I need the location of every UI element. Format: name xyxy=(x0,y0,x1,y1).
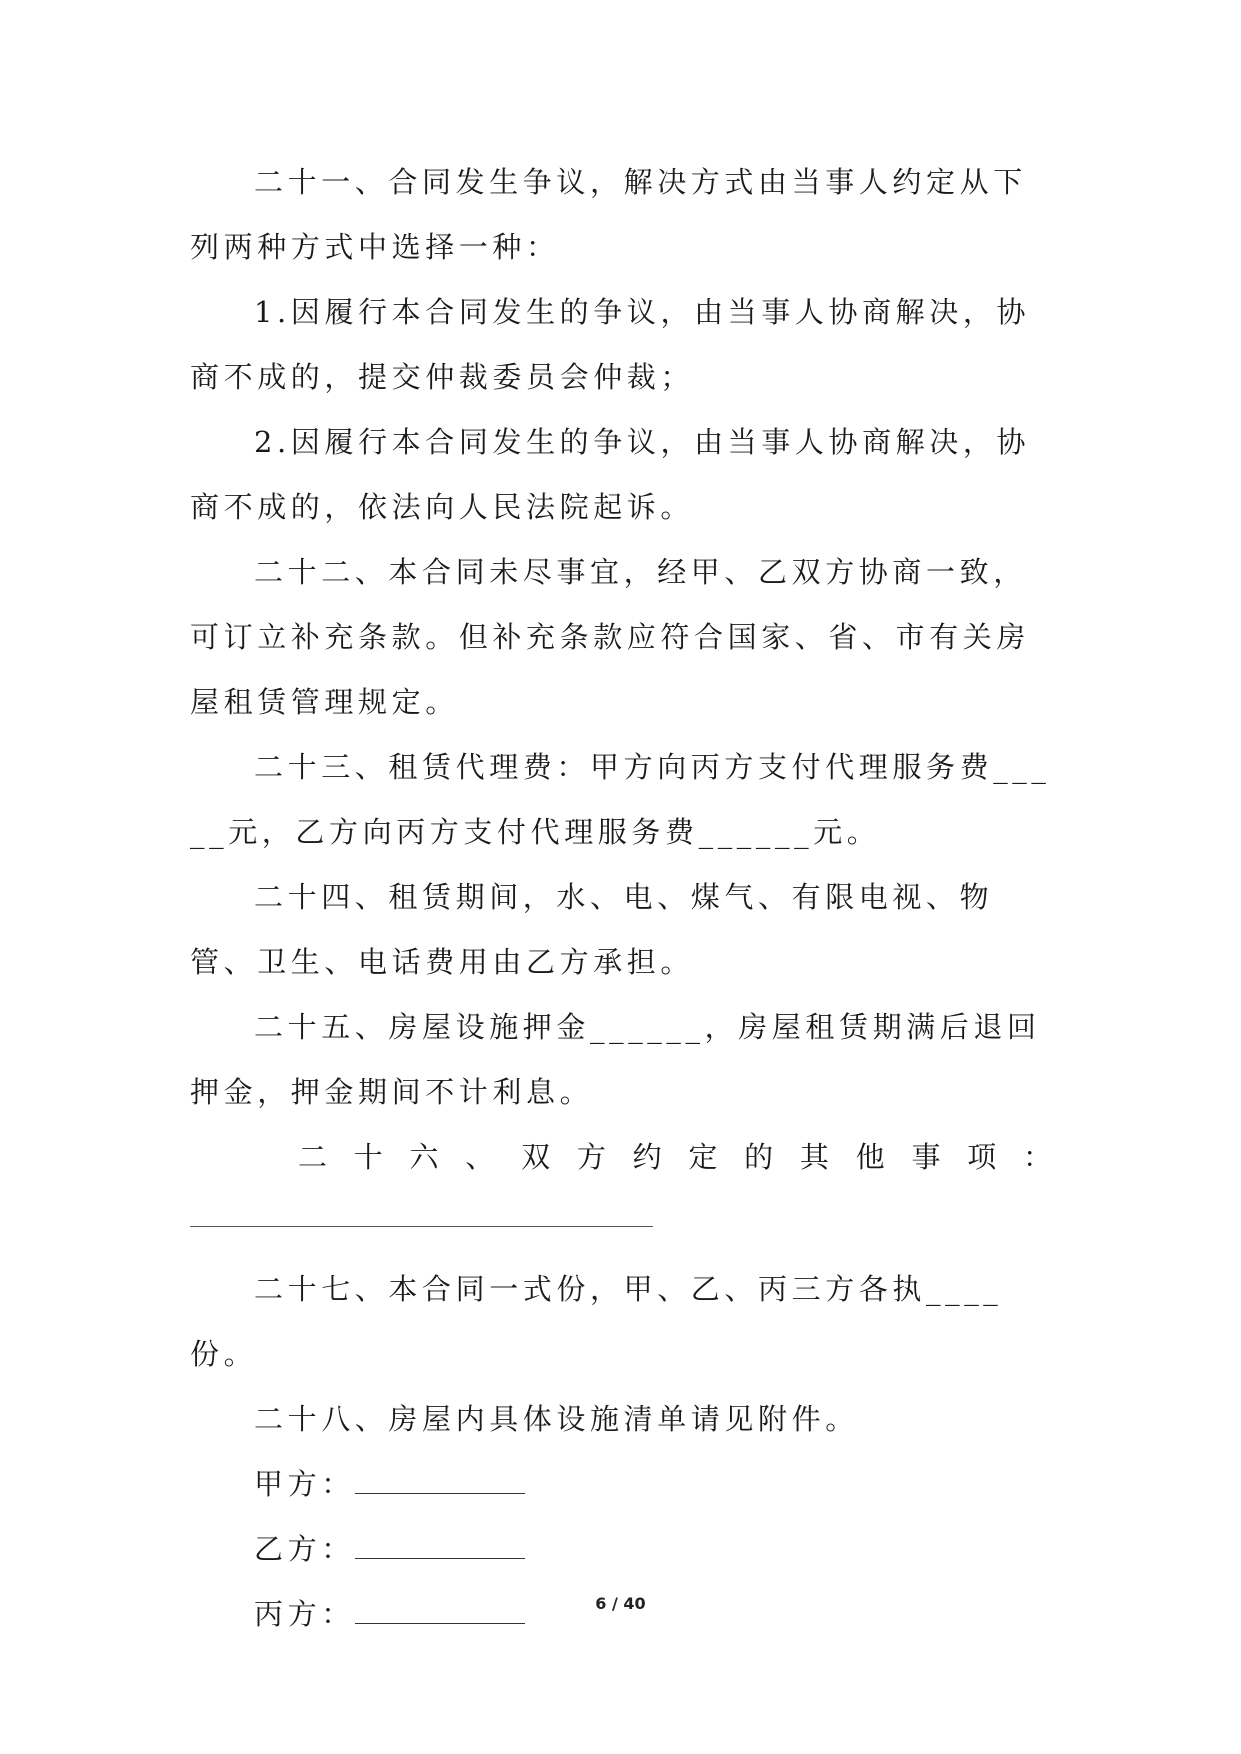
fill-in-line xyxy=(190,1226,653,1227)
clause-28: 二十八、房屋内具体设施清单请见附件。 xyxy=(254,1402,859,1436)
signature-party-b xyxy=(254,1517,1052,1582)
clause-22: 二十二、本合同未尽事宜，经甲、乙双方协商一致，可订立补充条款。但补充条款应符合国家、省、市有关房屋租赁管理规定。 xyxy=(190,555,1031,719)
signature-blank xyxy=(355,1536,525,1559)
clause-26: 二十六、双方约定的其他事项： xyxy=(298,1140,1052,1174)
clause-24: 二十四、租赁期间，水、电、煤气、有限电视、物管、卫生、电话费用由乙方承担。 xyxy=(190,880,994,979)
clause-21-option-1: 1.因履行本合同发生的争议，由当事人协商解决，协商不成的，提交仲裁委员会仲裁； xyxy=(190,295,1031,394)
signature-label: 甲方： xyxy=(254,1467,355,1501)
clause-25: 二十五、房屋设施押金______，房屋租赁期满后退回押金，押金期间不计利息。 xyxy=(190,1010,1041,1109)
clause-27: 二十七、本合同一式份，甲、乙、丙三方各执____份。 xyxy=(190,1272,1003,1371)
contract-body xyxy=(190,150,1052,1647)
signature-party-c xyxy=(254,1582,1052,1647)
clause-21: 二十一、合同发生争议，解决方式由当事人约定从下列两种方式中选择一种： xyxy=(190,165,1027,264)
clause-23: 二十三、租赁代理费：甲方向丙方支付代理服务费_____元，乙方向丙方支付代理服务费______元。 xyxy=(190,750,1051,849)
signature-label: 丙方： xyxy=(254,1597,355,1631)
clause-21-option-2: 2.因履行本合同发生的争议，由当事人协商解决，协商不成的，依法向人民法院起诉。 xyxy=(190,425,1031,524)
signature-party-a xyxy=(254,1452,1052,1517)
signature-blank xyxy=(355,1471,525,1494)
signature-label: 乙方： xyxy=(254,1532,355,1566)
page-number: 6 / 40 xyxy=(595,1594,646,1613)
